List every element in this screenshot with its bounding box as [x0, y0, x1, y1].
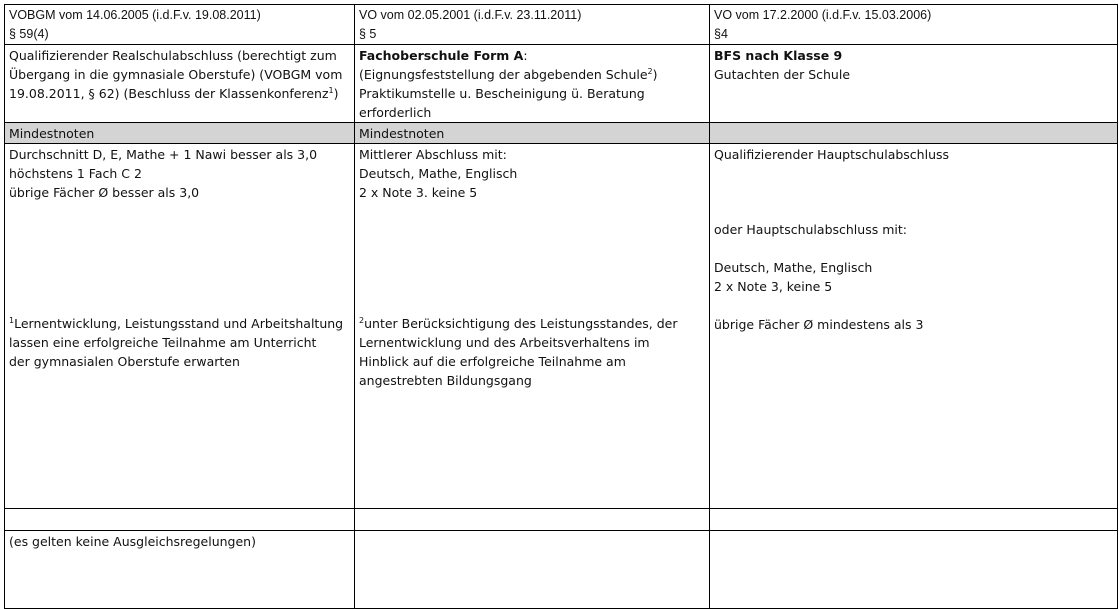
header-cell-vo-2001: [355, 5, 710, 45]
requirement-line: Qualifizierender Hauptschulabschluss: [714, 147, 950, 162]
section-header-row: [5, 123, 1118, 144]
header-paragraph: §4: [714, 27, 728, 41]
intro-text-line: erforderlich: [359, 105, 432, 120]
intro-text-line: Übergang in die gymnasiale Oberstufe) (VOBGM vom: [9, 67, 343, 82]
footnote-line: Lernentwicklung und des Arbeitsverhaltens im: [359, 335, 650, 350]
requirement-line: oder Hauptschulabschluss mit:: [714, 222, 907, 237]
footnote-marker: 2: [359, 315, 365, 325]
requirement-line: höchstens 1 Fach C 2: [9, 166, 142, 181]
requirements-cell-bfs: [710, 144, 1118, 509]
school-type-cell-fachoberschule: [355, 45, 710, 123]
footnote-line: [9, 314, 350, 333]
intro-text-line: Gutachten der Schule: [714, 67, 851, 82]
footnote-text: unter Berücksichtigung des Leistungsstandes, der: [364, 316, 678, 331]
intro-text-line: [9, 84, 350, 103]
school-type-title-suffix: :: [523, 48, 528, 63]
compensation-row: [5, 531, 1118, 609]
requirements-row: [5, 144, 1118, 509]
requirement-line: übrige Fächer Ø besser als 3,0: [9, 185, 200, 200]
school-type-cell-realschule: [5, 45, 355, 123]
footnote-line: der gymnasialen Oberstufe erwarten: [9, 354, 240, 369]
header-regulation: VO vom 17.2.2000 (i.d.F.v. 15.03.2006): [714, 8, 932, 22]
compensation-text: (es gelten keine Ausgleichsregelungen): [9, 534, 256, 549]
footnote-line: angestrebten Bildungsgang: [359, 373, 532, 388]
requirement-line: Deutsch, Mathe, Englisch: [714, 260, 873, 275]
requirement-line: übrige Fächer Ø mindestens als 3: [714, 317, 924, 332]
intro-text-line: [359, 65, 705, 84]
section-header-cell: Mindestnoten: [355, 123, 710, 144]
requirements-cell-fachoberschule: [355, 144, 710, 509]
section-header-cell: [710, 123, 1118, 144]
school-type-row: [5, 45, 1118, 123]
header-row: [5, 5, 1118, 45]
admission-requirements-table: [4, 4, 1118, 609]
empty-cell: [355, 509, 710, 531]
intro-text-line: Praktikumstelle u. Bescheinigung ü. Beratung: [359, 86, 645, 101]
requirement-line: Durchschnitt D, E, Mathe + 1 Nawi besser als 3,0: [9, 147, 318, 162]
header-regulation: VOBGM vom 14.06.2005 (i.d.F.v. 19.08.2011): [9, 8, 261, 22]
header-cell-vobgm: [5, 5, 355, 45]
footnote-marker: 1: [9, 315, 15, 325]
school-type-title: [359, 46, 705, 65]
empty-row: [5, 509, 1118, 531]
header-paragraph: § 59(4): [9, 27, 49, 41]
footnote-line: lassen eine erfolgreiche Teilnahme am Unterricht: [9, 335, 317, 350]
header-paragraph: § 5: [359, 27, 377, 41]
footnote-line: Hinblick auf die erfolgreiche Teilnahme am: [359, 354, 626, 369]
header-cell-vo-2000: [710, 5, 1118, 45]
intro-text: (Eignungsfeststellung der abgebenden Schule: [359, 67, 648, 82]
footnote-reference: 1: [328, 85, 334, 95]
footnote-reference: 2: [647, 66, 653, 76]
intro-text-line: Qualifizierender Realschulabschluss (berechtigt zum: [9, 48, 337, 63]
intro-text-end: ): [652, 67, 658, 82]
requirement-line: 2 x Note 3. keine 5: [359, 185, 478, 200]
school-type-cell-bfs: [710, 45, 1118, 123]
intro-text-end: ): [333, 86, 339, 101]
school-type-title: BFS nach Klasse 9: [714, 48, 843, 63]
header-regulation: VO vom 02.05.2001 (i.d.F.v. 23.11.2011): [359, 8, 582, 22]
requirement-line: Deutsch, Mathe, Englisch: [359, 166, 518, 181]
compensation-cell: [5, 531, 355, 609]
requirement-line: Mittlerer Abschluss mit:: [359, 147, 507, 162]
footnote-line: [359, 314, 705, 333]
empty-cell: [710, 509, 1118, 531]
school-type-title-text: Fachoberschule Form A: [359, 48, 524, 63]
empty-cell: [5, 509, 355, 531]
requirements-cell-realschule: [5, 144, 355, 509]
compensation-cell: [355, 531, 710, 609]
intro-text: 19.08.2011, § 62) (Beschluss der Klassenkonferenz: [9, 86, 329, 101]
compensation-cell: [710, 531, 1118, 609]
section-header-cell: Mindestnoten: [5, 123, 355, 144]
footnote-text: Lernentwicklung, Leistungsstand und Arbeitshaltung: [14, 316, 344, 331]
requirement-line: 2 x Note 3, keine 5: [714, 279, 833, 294]
